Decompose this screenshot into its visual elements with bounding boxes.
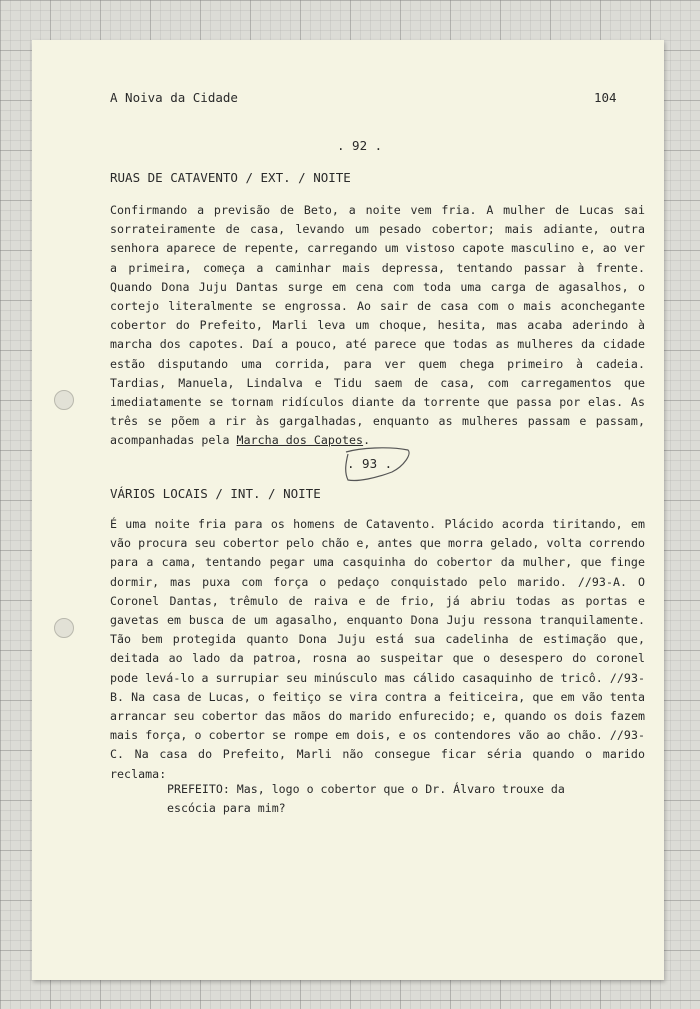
scene-number-92: . 92 . xyxy=(337,138,383,153)
script-title: A Noiva da Cidade xyxy=(110,90,238,105)
scene-description-93: É uma noite fria para os homens de Catavento. Plácido acorda tiritando, em vão procura seu cobertor pelo chão e, antes que morra gelado, volta correndo para a cama, tentando pegar uma casquinha do cobertor da mulher, que finge dormir, mas puxa com força o pedaço conquistado pelo marido. //93-A. O Coronel Dantas, trêmulo de raiva e de frio, já abriu todas as portas e gavetas em busca de um agasalho, enquanto Dona Juju ressona tranquilamente. Tão bem protegida quanto Dona Juju está sua cadelinha de estimação que, deitada ao lado da patroa, rosna ao suspeitar que o desespero do coronel pode levá-lo a surrupiar seu minúsculo mas cálido casaquinho de tricô. //93-B. Na casa de Lucas, o feitiço se vira contra a feiticeira, que em vão tenta arrancar seu cobertor das mãos do marido enfurecido; e, quando os dois fazem mais força, o cobertor se rompe em dois, e os contendores vão ao chão. //93-C. Na casa do Prefeito, Marli não consegue ficar séria quando o marido reclama: xyxy=(110,517,645,781)
scene-heading-92: RUAS DE CATAVENTO / EXT. / NOITE xyxy=(110,170,351,185)
page-number: 104 xyxy=(594,90,617,105)
scene-number-93: . 93 . xyxy=(347,456,393,471)
marcha-dos-capotes-underline: Marcha dos Capotes xyxy=(236,433,364,448)
scene-heading-93: VÁRIOS LOCAIS / INT. / NOITE xyxy=(110,486,321,501)
document-page xyxy=(32,40,664,980)
punch-hole-top xyxy=(54,390,74,410)
dialogue-prefeito: PREFEITO: Mas, logo o cobertor que o Dr. Álvaro trouxe da escócia para mim? xyxy=(167,782,565,816)
scene-92-text: Confirmando a previsão de Beto, a noite vem fria. A mulher de Lucas sai sorrateiramente de casa, levando um pesado cobertor; mais adiante, outra senhora aparece de repente, carregando um vistoso capote masculino e, ao ver a primeira, começa a caminhar mais depressa, tentando passar à frente. Quando Dona Juju Dantas surge em cena com toda uma carga de agasalhos, o cortejo literalmente se engrossa. Ao sair de casa com o mais aconchegante cobertor do Prefeito, Marli leva um choque, hesita, mas acaba aderindo à marcha dos capotes. Daí a pouco, até parece que todas as mulheres da cidade estão disputando uma corrida, para ver quem chega primeiro à cadeia. Tardias, Manuela, Lindalva e Tidu saem de casa, com carregamentos que imediatamente se tornam ridículos diante da torrente que passa por elas. As três se põem a rir às gargalhadas, enquanto as mulheres passam e passam, acompanhadas pela xyxy=(110,203,645,448)
scene-description-92 xyxy=(110,201,645,451)
punch-hole-bottom xyxy=(54,618,74,638)
scene-92-text-end: . xyxy=(363,433,371,448)
